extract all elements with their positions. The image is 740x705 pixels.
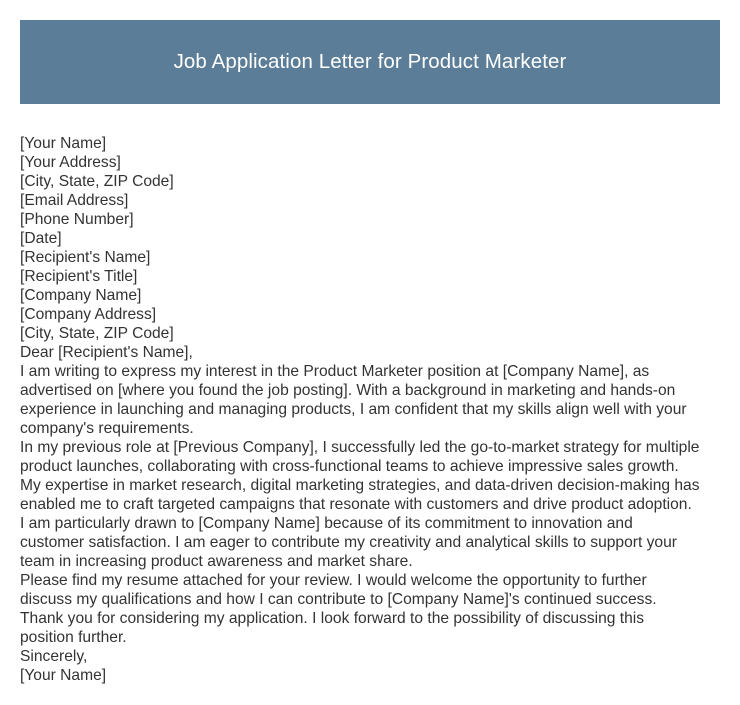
paragraph-line: team in increasing product awareness and market share. (20, 553, 413, 570)
sender-email: [Email Address] (20, 192, 129, 209)
paragraph-line: In my previous role at [Previous Company], I successfully led the go-to-market strategy for multiple (20, 439, 700, 456)
sender-city-state-zip: [City, State, ZIP Code] (20, 173, 174, 190)
paragraph-line: enabled me to craft targeted campaigns that resonate with customers and drive product adoption. (20, 496, 692, 513)
recipient-block (20, 248, 722, 343)
page-title: Job Application Letter for Product Marketer (173, 50, 567, 73)
letter-header (20, 20, 720, 104)
salutation: Dear [Recipient's Name], (20, 344, 193, 361)
signature: [Your Name] (20, 667, 107, 684)
paragraph-motivation (20, 514, 722, 571)
paragraph-experience (20, 438, 722, 514)
paragraph-line: Please find my resume attached for your review. I would welcome the opportunity to further (20, 572, 647, 589)
paragraph-line: company's requirements. (20, 420, 194, 437)
paragraph-line: My expertise in market research, digital marketing strategies, and data-driven decision-making has (20, 477, 700, 494)
sender-block (20, 134, 722, 248)
paragraph-line: I am particularly drawn to [Company Name] because of its commitment to innovation and (20, 515, 633, 532)
recipient-title: [Recipient's Title] (20, 268, 138, 285)
recipient-company-address: [Company Address] (20, 306, 157, 323)
sender-phone: [Phone Number] (20, 211, 134, 228)
paragraph-line: product launches, collaborating with cross-functional teams to achieve impressive sales growth. (20, 458, 679, 475)
paragraph-line: Thank you for considering my application. I look forward to the possibility of discussing this (20, 610, 645, 627)
sender-name: [Your Name] (20, 135, 107, 152)
paragraph-intro (20, 362, 722, 438)
letter-date: [Date] (20, 230, 62, 247)
recipient-company: [Company Name] (20, 287, 142, 304)
paragraph-line: discuss my qualifications and how I can contribute to [Company Name]'s continued success. (20, 591, 657, 608)
recipient-name: [Recipient's Name] (20, 249, 151, 266)
closing: Sincerely, (20, 648, 88, 665)
paragraph-resume (20, 571, 722, 609)
letter-body (20, 134, 722, 685)
paragraph-line: I am writing to express my interest in the Product Marketer position at [Company Name], as (20, 363, 650, 380)
paragraph-line: advertised on [where you found the job posting]. With a background in marketing and hands-on (20, 382, 676, 399)
recipient-city-state-zip: [City, State, ZIP Code] (20, 325, 174, 342)
sender-address: [Your Address] (20, 154, 121, 171)
paragraph-line: customer satisfaction. I am eager to contribute my creativity and analytical skills to support your (20, 534, 677, 551)
paragraph-thanks (20, 609, 722, 647)
paragraph-line: experience in launching and managing products, I am confident that my skills align well with your (20, 401, 687, 418)
paragraph-line: position further. (20, 629, 127, 646)
